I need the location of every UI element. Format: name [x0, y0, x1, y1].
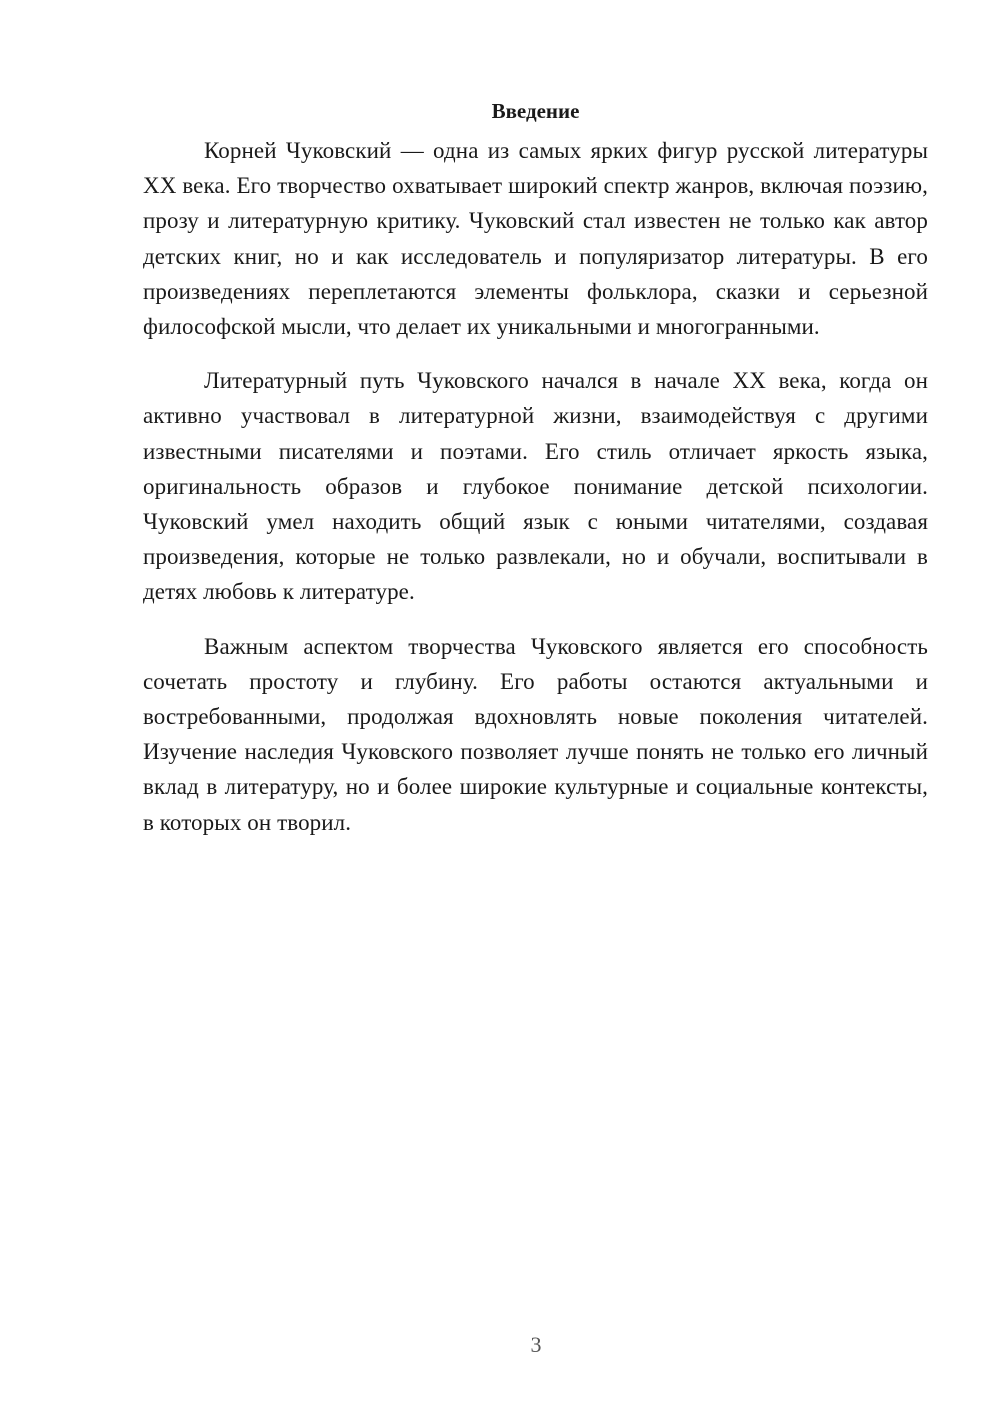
paragraph-1: Корней Чуковский — одна из самых ярких фигур русской литературы XX века. Его творчество охватывает широкий спектр жанров, включая поэзию, прозу и литературную критику. Чуковский стал известен не только как автор детских книг, но и как исследователь и популяризатор литературы. В его произведениях переплетаются элементы фольклора, сказки и серьезной философской мысли, что делает их уникальными и многогранными.: [143, 138, 928, 340]
section-title: Введение: [491, 99, 580, 123]
page-number: 3: [530, 1332, 542, 1357]
page-content: [143, 93, 928, 859]
paragraph-2: Литературный путь Чуковского начался в начале XX века, когда он активно участвовал в литературной жизни, взаимодействуя с другими известными писателями и поэтами. Его стиль отличает яркость языка, оригинальность образов и глубокое понимание детской психологии. Чуковский умел находить общий язык с юными читателями, создавая произведения, которые не только развлекали, но и обучали, воспитывали в детях любовь к литературе.: [143, 368, 928, 605]
paragraph-3: Важным аспектом творчества Чуковского является его способность сочетать простоту и глубину. Его работы остаются актуальными и востребованными, продолжая вдохновлять новые поколения читателей. Изучение наследия Чуковского позволяет лучше понять не только его личный вклад в литературу, но и более широкие культурные и социальные контексты, в которых он творил.: [143, 633, 928, 835]
